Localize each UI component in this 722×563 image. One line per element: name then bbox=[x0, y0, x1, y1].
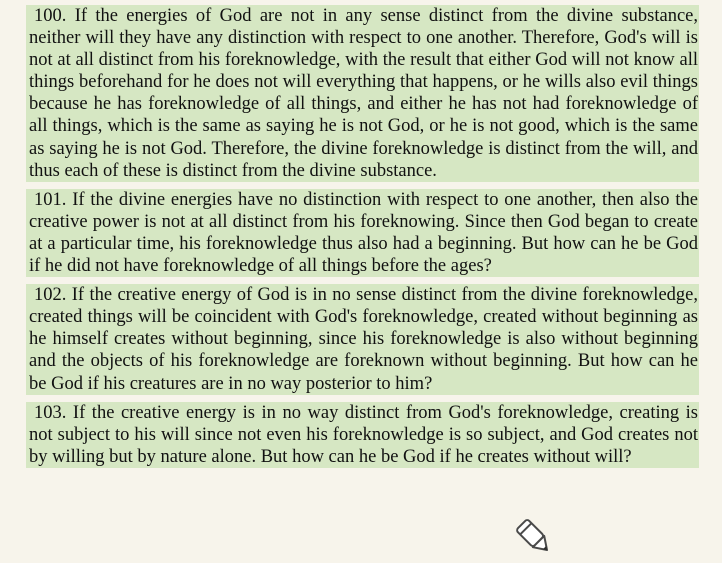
paragraph-103[interactable]: 103. If the creative energy is in no way distinct from God's foreknowledge, creating is not subject to his will since not even his foreknowledge is so subject, and God creates not by willing but by nature alone. But how can he be God if he creates without will? bbox=[26, 402, 699, 468]
paragraph-102[interactable]: 102. If the creative energy of God is in no sense distinct from the divine foreknowledge, created things will be coincident with God's foreknowledge, created without beginning as he himself creates without beginning, since his foreknowledge is also without beginning and the objects of his foreknowledge are foreknown without beginning. But how can he be God if his creatures are in no way posterior to him? bbox=[26, 284, 699, 394]
pencil-icon bbox=[512, 515, 558, 561]
document-text bbox=[26, 5, 699, 468]
paragraph-100[interactable]: 100. If the energies of God are not in any sense distinct from the divine substance, neither will they have any distinction with respect to one another. Therefore, God's will is not at all distinct from his foreknowledge, with the result that either God will not know all things beforehand for he does not will everything that happens, or he wills also evil things because he has foreknowledge of all things, and either he has not had foreknowledge of all things, which is the same as saying he is not God, or he is not good, which is the same as saying he is not God. Therefore, the divine foreknowledge is distinct from the will, and thus each of these is distinct from the divine substance. bbox=[26, 5, 699, 182]
paragraph-101[interactable]: 101. If the divine energies have no distinction with respect to one another, then also the creative power is not at all distinct from his foreknowing. Since then God began to create at a particular time, his foreknowledge thus also had a beginning. But how can he be God if he did not have foreknowledge of all things before the ages? bbox=[26, 189, 699, 277]
